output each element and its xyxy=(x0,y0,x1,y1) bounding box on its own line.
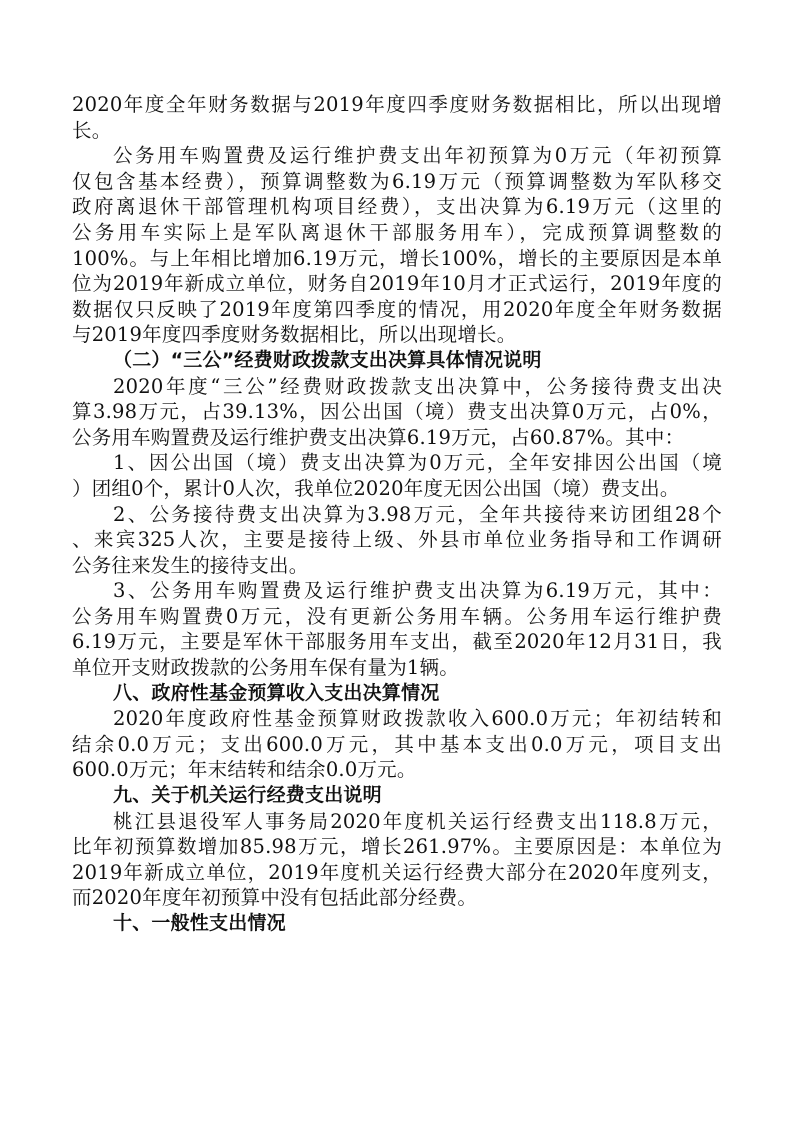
paragraph-line: 公务往来发生的接待支出。 xyxy=(72,553,309,577)
heading-text: 九、关于机关运行经费支出说明 xyxy=(113,784,382,807)
paragraph-line: 3、公务用车购置费及运行维护费支出决算为6.19万元，其中： xyxy=(113,579,722,603)
paragraph-line: 2、公务接待费支出决算为3.98万元，全年共接待来访团组28个 xyxy=(113,502,722,526)
paragraph-line: 比年初预算数增加85.98万元，增长261.97%。主要原因是：本单位为 xyxy=(72,835,722,859)
document-body xyxy=(72,92,722,937)
paragraph-line: 位为2019年新成立单位，财务自2019年10月才正式运行，2019年度的 xyxy=(72,272,722,296)
paragraph-line: 、来宾325人次，主要是接待上级、外县市单位业务指导和工作调研 xyxy=(72,528,722,552)
paragraph-line: 算3.98万元，占39.13%，因公出国（境）费支出决算0万元，占0%， xyxy=(72,400,722,424)
paragraph-line: 600.0万元；年末结转和结余0.0万元。 xyxy=(72,758,417,782)
paragraph-line: 数据仅只反映了2019年度第四季度的情况，用2020年度全年财务数据 xyxy=(72,297,722,321)
paragraph xyxy=(72,374,722,451)
paragraph-line: 与2019年度四季度财务数据相比，所以出现增长。 xyxy=(72,323,517,347)
paragraph xyxy=(72,92,722,143)
paragraph-line: 100%。与上年相比增加6.19万元，增长100%，增长的主要原因是本单 xyxy=(72,246,722,270)
paragraph-line: 2019年新成立单位，2019年度机关运行经费大部分在2020年度列支， xyxy=(72,860,722,884)
paragraph xyxy=(72,809,722,911)
paragraph-line: 6.19万元，主要是军休干部服务用车支出，截至2020年12月31日，我 xyxy=(72,630,722,654)
paragraph-line: 2020年度全年财务数据与2019年度四季度财务数据相比，所以出现增 xyxy=(72,93,722,116)
paragraph-line: 公务用车购置费0万元，没有更新公务用车辆。公务用车运行维护费 xyxy=(72,604,722,628)
paragraph-line: 政府离退休干部管理机构项目经费），支出决算为6.19万元（这里的 xyxy=(72,195,722,219)
paragraph-line: 1、因公出国（境）费支出决算为0万元，全年安排因公出国（境 xyxy=(113,451,722,475)
paragraph xyxy=(72,143,722,348)
paragraph-line: 2020年度“三公”经费财政拨款支出决算中，公务接待费支出决 xyxy=(113,374,722,398)
section-heading xyxy=(72,348,722,374)
paragraph xyxy=(72,706,722,783)
paragraph-line: 单位开支财政拨款的公务用车保有量为1辆。 xyxy=(72,656,459,680)
paragraph xyxy=(72,450,722,501)
paragraph-line: 公务用车购置费及运行维护费支出年初预算为0万元（年初预算 xyxy=(113,144,722,168)
paragraph-line: 2020年度政府性基金预算财政拨款收入600.0万元；年初结转和 xyxy=(113,707,722,731)
paragraph-line: 而2020年度年初预算中没有包括此部分经费。 xyxy=(72,886,478,910)
paragraph-line: 公务用车购置费及运行维护费支出决算6.19万元，占60.87%。其中： xyxy=(72,425,685,449)
section-heading xyxy=(72,911,722,937)
paragraph-line: 桃江县退役军人事务局2020年度机关运行经费支出118.8万元， xyxy=(113,809,722,833)
heading-text: 八、政府性基金预算收入支出决算情况 xyxy=(113,681,440,704)
paragraph-line: 仅包含基本经费），预算调整数为6.19万元（预算调整数为军队移交 xyxy=(72,169,722,193)
section-heading xyxy=(72,783,722,809)
document-page xyxy=(72,92,722,937)
section-heading xyxy=(72,681,722,707)
heading-text: （二）“三公”经费财政拨款支出决算具体情况说明 xyxy=(113,348,542,371)
paragraph xyxy=(72,502,722,579)
paragraph-line: ）团组0个，累计0人次，我单位2020年度无因公出国（境）费支出。 xyxy=(72,476,680,500)
paragraph xyxy=(72,578,722,680)
heading-text: 十、一般性支出情况 xyxy=(113,912,286,934)
paragraph-line: 公务用车实际上是军队离退休干部服务用车），完成预算调整数的 xyxy=(72,220,722,244)
paragraph-line: 结余0.0万元；支出600.0万元，其中基本支出0.0万元，项目支出 xyxy=(72,732,722,756)
paragraph-line: 长。 xyxy=(72,118,112,142)
